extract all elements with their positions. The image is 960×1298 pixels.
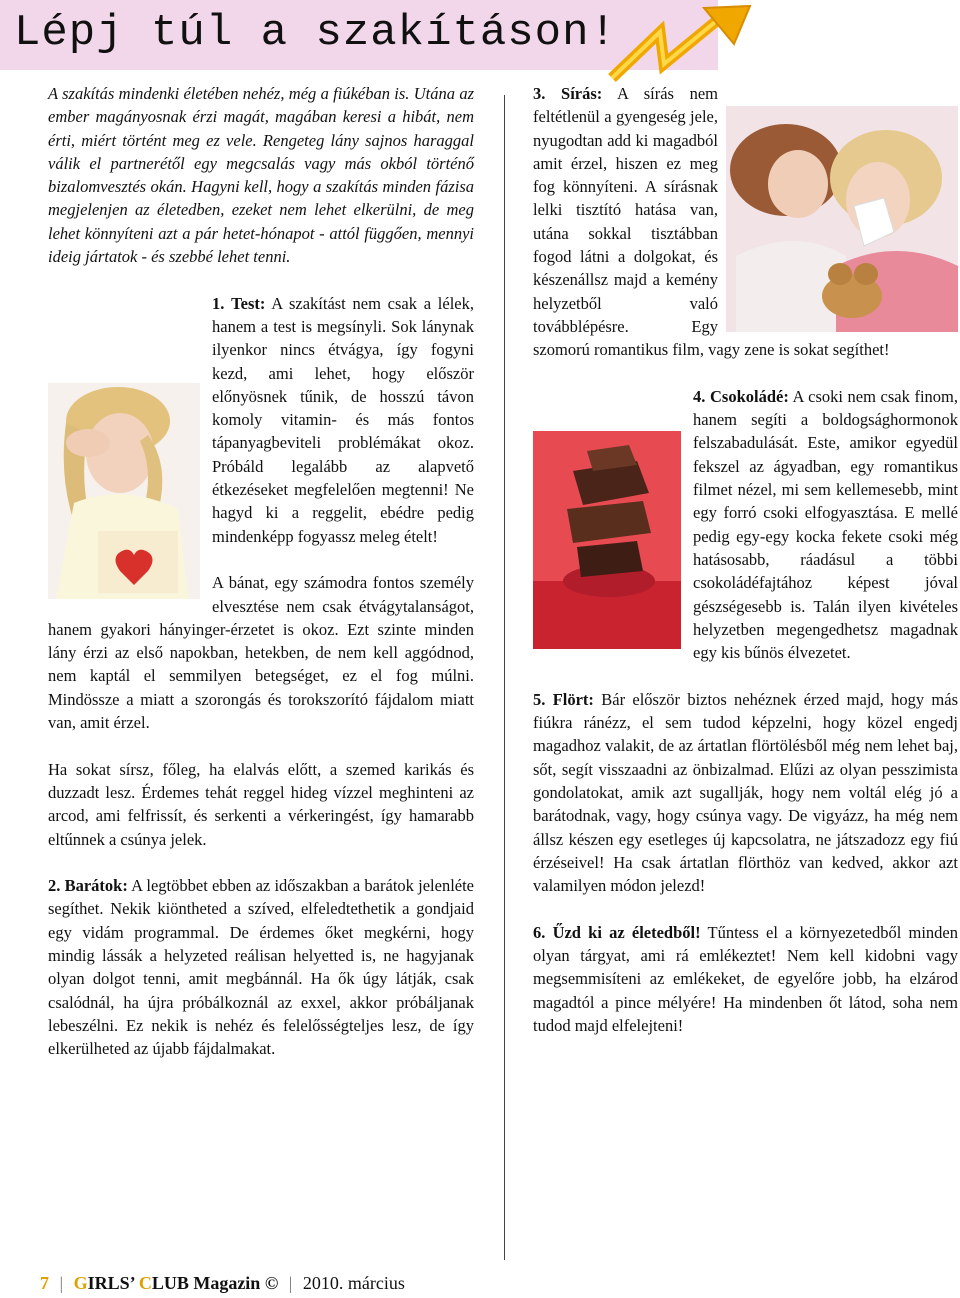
section-crying-number: 3.	[533, 84, 546, 103]
illustration-chocolate	[533, 431, 681, 649]
section-chocolate-heading: Csokoládé:	[709, 386, 789, 406]
magazine-name: GIRLS’ CLUB Magazin ©	[73, 1273, 279, 1293]
section-chocolate	[533, 385, 958, 688]
section-crying-heading: Sírás:	[561, 84, 603, 103]
section-friends	[48, 874, 474, 1060]
page-footer	[40, 1273, 405, 1294]
section-friends-text: A legtöbbet ebben az időszakban a barátok jelenléte segíthet. Nekik kiöntheted a szíved, elfeledtethetik a gondjaid egy vidám programmal. De érdemes őket megkérni, hogy mindig lássák a helyzeted reálisan helyetted is, ne hagyjanak olyan dolgot tenni, amit megbánnál. Ha ők úgy látják, csak csalódnál, ha újra próbálkoznál az exxel, akkor próbáljanak lebeszélni. Ez nekik is nehéz és felelősségteljes lesz, de így elkerülheted az újabb fájdalmakat.	[48, 876, 475, 1059]
issue-date: 2010. március	[302, 1273, 405, 1293]
footer-separator-2: |	[288, 1273, 293, 1293]
section-test-p3: Ha sokat sírsz, főleg, ha elalvás előtt, a szemed karikás és duzzadt lesz. Érdemes tehát reggel hideg vízzel meghinteni az arcod, ami felfrissít, és serkenti a vérkeringést, így hamarabb eltűnnek a csúnya jelek.	[48, 759, 474, 849]
section-chocolate-number: 4.	[693, 386, 706, 406]
section-crying-text: A sírás nem feltétlenül a gyengeség jele, nyugodtan add ki magadból amit érzel, hiszen ez meg fog könnyíteni. A sírásnak lelki tisztító hatása van, utána sokkal tisztábban fogod látni a dolgokat, és készenállsz majd a kemény helyzetből való továbblépésre. Egy szomorú romantikus film, vagy zene is sokat segíthet!	[533, 84, 890, 360]
column-divider	[504, 95, 505, 1260]
page-title: Lépj túl a szakításon!	[14, 8, 617, 58]
page-number: 7	[40, 1273, 49, 1293]
footer-separator: |	[59, 1273, 64, 1293]
section-chocolate-text: A csoki nem csak finom, hanem segíti a boldogsághormonok felszabadulását. Este, amikor egyedül fekszel az ágyadban, egy romantikus filmet nézel, mi sem kellemesebb, mint egy forró csoki elfogyasztása. E mellé pedig egy-egy kocka fekete csoki még hatásosabb, ráadásul a többi csokoládéfajtához képest jóval gészségesebb is. Talán ilyen kivételes helyzetben megengedhetsz magadnak egy kis bűnös élvezetet.	[693, 386, 958, 663]
illustration-sick-girl	[48, 383, 200, 599]
section-test-p2: A bánat, egy számodra fontos személy elvesztése nem csak étvágytalanságot, hanem gyakori hányinger-érzetet is okoz. Ezt szinte minden lány érzi az első napokban, hetekben, de nem kell aggódnod, nem kaptál el semmilyen betegséget, ez el fog múlni. Mindössze a miatt a szorongás és torokszorító fájdalom miatt van, amit érzel.	[48, 573, 474, 733]
section-test-text-1: A szakítást nem csak a lélek, hanem a test is megsínyli. Sok lánynak ilyenkor nincs étvágya, így fogyni kezd, ami lehet, hogy először előnyösnek tűnik, de hosszú távon komoly vitamin- és más fontos tápanyagbeviteli problémákat okoz. Próbáld legalább az alapvető étkezéseket megfelelően megtenni! Ne hagyd ki a reggelit, ebédre pedig mindenképp fogyassz meleg ételt!	[212, 293, 475, 546]
illustration-crying-girls	[726, 106, 958, 332]
section-crying	[533, 82, 958, 385]
section-test-heading: Test:	[231, 293, 266, 313]
section-flirt-number: 5.	[533, 689, 546, 709]
section-flirt-heading: Flört:	[552, 689, 594, 709]
section-friends-heading: Barátok:	[64, 876, 128, 896]
section-friends-number: 2.	[48, 876, 61, 896]
section-remove-text: Tűntess el a környezetedből minden olyan tárgyat, ami rá emlékeztet! Nem kell kidobni vagy megsemmisíteni az emlékeket, de egyelőre jobb, ha elzárod magadtól a pince mélyére! Ha mindenben őt látod, soha nem tudod majd elfelejteni!	[533, 922, 959, 1035]
section-test	[48, 292, 474, 851]
section-remove-number: 6.	[533, 922, 546, 942]
section-flirt-text: Bár először biztos nehéznek érzed majd, hogy más fiúkra ránézz, el sem tudod képzelni, hogy közel engedj magadhoz valakit, de az ártatlan flörtölésből még nem lehet baj, sőt, segít visszaadni az önbizalmad. Elűzi az olyan pesszimista gondolatokat, amik azt sugallják, hogy nem voltál elég jó a barátodnak, vagy, hogy csúnya vagy. De vigyázz, ha még nem állsz készen egy esetleges új kapcsolatra, ne játszadozz egy fiú érzéseivel! Ha csak ártatlan flörthöz van kedved, akkor azt valamilyen módon jelezd!	[533, 689, 958, 896]
section-flirt	[533, 688, 958, 898]
section-remove-heading: Űzd ki az életedből!	[552, 922, 701, 942]
zigzag-arrow-icon	[600, 0, 770, 90]
section-remove	[533, 921, 958, 1037]
intro-paragraph: A szakítás mindenki életében nehéz, még a fiúkéban is. Utána az ember magányosnak érzi magát, magában keresi a hibát, nem érti, miért történt meg ez vele. Rengeteg lány sajnos haraggal válik el partnerétől egy megcsalás vagy más okból történő bizalomvesztés okán. Hagyni kell, hogy a szakítás minden fázisa megjelenjen az életedben, ezeket nem lehet elkerülni, de meg lehet könnyíteni azt a pár hetet-hónapot - attól függően, mennyi ideig jártatok - és szebbé lehet tenni.	[48, 84, 474, 267]
right-column	[533, 82, 958, 1060]
left-column	[48, 82, 474, 1084]
section-test-number: 1.	[212, 293, 225, 313]
